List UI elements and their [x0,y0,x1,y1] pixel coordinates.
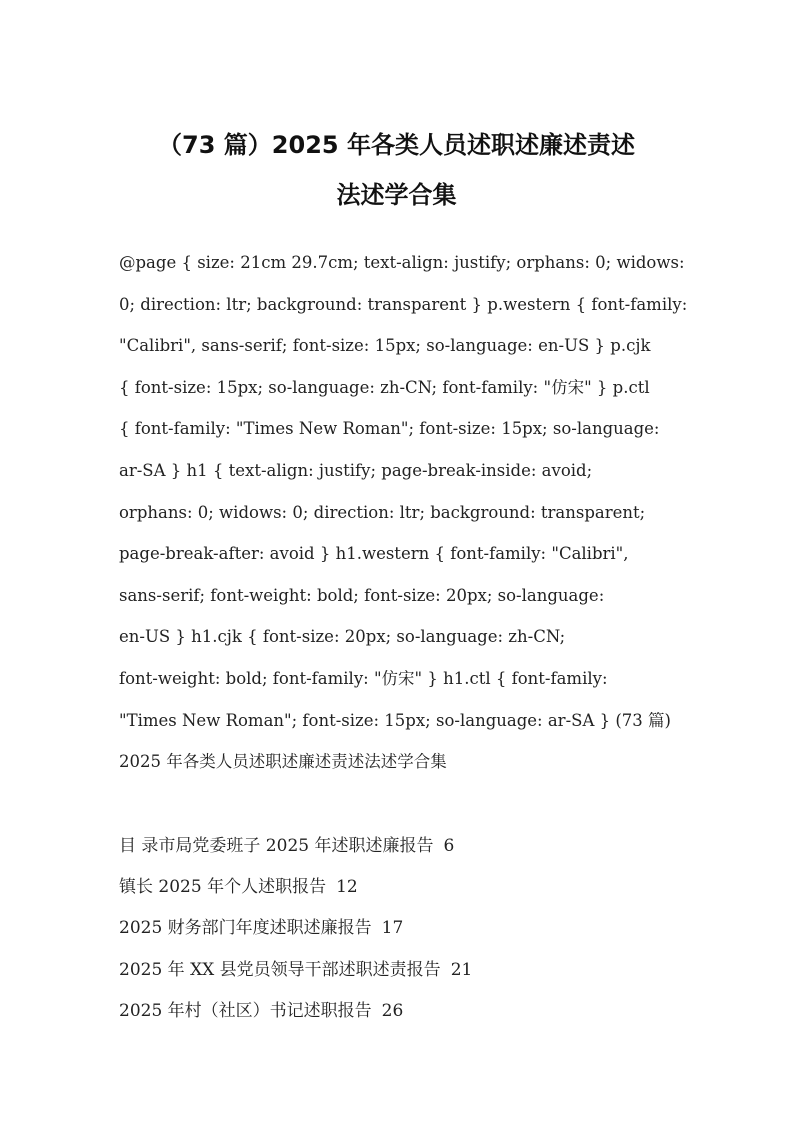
css-text-line: orphans: 0; widows: 0; direction: ltr; background: transparent; [119,502,646,522]
toc-item[interactable] [119,831,679,872]
toc-item[interactable] [119,913,679,954]
raw-css-text-block [119,247,688,788]
css-text-line: { font-size: 15px; so-language: zh-CN; font-family: "仿宋" } p.ctl [119,377,650,397]
css-text-line: font-weight: bold; font-family: "仿宋" } h1.ctl { font-family: [119,668,608,688]
toc-item-page-number: 17 [381,918,404,939]
toc-item-page-number: 6 [443,836,455,856]
toc-item-label: 2025 财务部门年度述职述廉报告 [119,918,372,939]
css-text-line: "Calibri", sans-serif; font-size: 15px; so-language: en-US } p.cjk [119,336,651,356]
css-text-line: "Times New Roman"; font-size: 15px; so-language: ar-SA } (73 篇) [119,710,671,730]
document-title-line-2: 法述学合集 [336,181,457,209]
toc-item-label: 2025 年村（社区）书记述职报告 [119,1000,372,1021]
toc-item-label: 2025 年 XX 县党员领导干部述职述责报告 [119,959,441,980]
toc-item-page-number: 12 [336,877,358,898]
toc-item-page-number: 21 [450,959,473,980]
css-text-line: page-break-after: avoid } h1.western { font-family: "Calibri", [119,544,629,564]
toc-item-label: 镇长 2025 年个人述职报告 [119,877,327,898]
css-text-line: { font-family: "Times New Roman"; font-size: 15px; so-language: [119,419,660,439]
css-text-line: sans-serif; font-weight: bold; font-size: 20px; so-language: [119,585,605,605]
css-text-line: 2025 年各类人员述职述廉述责述法述学合集 [119,752,447,772]
toc-item[interactable] [119,996,679,1037]
table-of-contents [119,831,679,1037]
toc-item-label: 目 录市局党委班子 2025 年述职述廉报告 [119,836,434,856]
css-text-line: ar-SA } h1 { text-align: justify; page-break-inside: avoid; [119,460,593,480]
css-text-line: 0; direction: ltr; background: transparent } p.western { font-family: [119,294,688,314]
toc-item[interactable] [119,872,679,913]
toc-item[interactable] [119,955,679,996]
css-text-line: en-US } h1.cjk { font-size: 20px; so-language: zh-CN; [119,627,566,647]
css-text-line: @page { size: 21cm 29.7cm; text-align: justify; orphans: 0; widows: [119,253,685,272]
document-title-line-1: （73 篇）2025 年各类人员述职述廉述责述 [158,131,635,159]
toc-item-page-number: 26 [381,1000,404,1021]
